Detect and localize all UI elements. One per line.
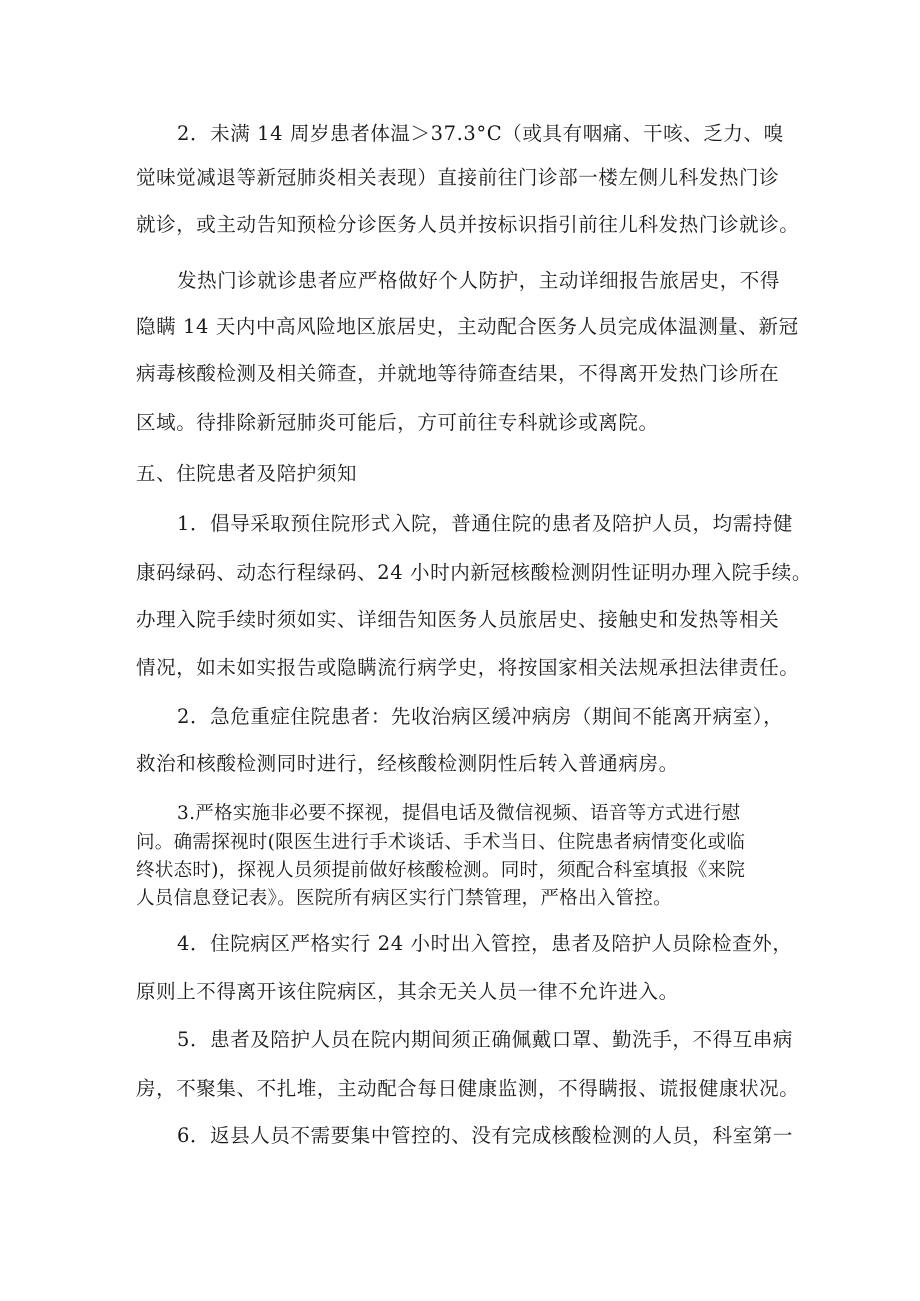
paragraph-line: 隐瞒 14 天内中高风险地区旅居史，主动配合医务人员完成体温测量、新冠 xyxy=(136,315,799,338)
paragraph-line: 3.严格实施非必要不探视，提倡电话及微信视频、语音等方式进行慰 xyxy=(177,803,741,824)
section-heading: 五、住院患者及陪护须知 xyxy=(136,462,358,485)
paragraph-line: 原则上不得离开该住院病区，其余无关人员一律不允许进入。 xyxy=(136,980,679,1003)
paragraph-line: 情况，如未如实报告或隐瞒流行病学史，将按国家相关法规承担法律责任。 xyxy=(136,656,800,679)
paragraph-line: 4．住院病区严格实行 24 小时出入管控，患者及陪护人员除检查外， xyxy=(177,932,793,955)
paragraph-line: 终状态时)，探视人员须提前做好核酸检测。同时，须配合科室填报《来院 xyxy=(136,860,746,881)
paragraph-line: 康码绿码、动态行程绿码、24 小时内新冠核酸检测阴性证明办理入院手续。 xyxy=(136,561,813,584)
paragraph-line: 病毒核酸检测及相关筛查，并就地等待筛查结果，不得离开发热门诊所在 xyxy=(136,362,780,385)
paragraph-line: 5．患者及陪护人员在院内期间须正确佩戴口罩、勤洗手，不得互串病 xyxy=(177,1028,794,1051)
paragraph-line: 觉味觉减退等新冠肺炎相关表现）直接前往门诊部一楼左侧儿科发热门诊 xyxy=(136,166,780,189)
paragraph-line: 就诊，或主动告知预检分诊医务人员并按标识指引前往儿科发热门诊就诊。 xyxy=(136,213,800,236)
paragraph-line: 6．返县人员不需要集中管控的、没有完成核酸检测的人员，科室第一 xyxy=(177,1124,794,1147)
paragraph-line: 人员信息登记表》。医院所有病区实行门禁管理，严格出入管控。 xyxy=(136,888,672,909)
paragraph-line: 区域。待排除新冠肺炎可能后，方可前往专科就诊或离院。 xyxy=(136,411,659,434)
paragraph-line: 房，不聚集、不扎堆，主动配合每日健康监测，不得瞒报、谎报健康状况。 xyxy=(136,1077,800,1100)
paragraph-line: 发热门诊就诊患者应严格做好个人防护，主动详细报告旅居史，不得 xyxy=(177,269,781,292)
paragraph-line: 2．急危重症住院患者：先收治病区缓冲病房（期间不能离开病室）， xyxy=(177,705,784,728)
paragraph-line: 问。确需探视时(限医生进行手术谈话、手术当日、住院患者病情变化或临 xyxy=(136,832,746,853)
paragraph-line: 办理入院手续时须如实、详细告知医务人员旅居史、接触史和发热等相关 xyxy=(136,608,780,631)
paragraph-line: 2．未满 14 周岁患者体温＞37.3°C（或具有咽痛、干咳、乏力、嗅 xyxy=(177,122,784,145)
paragraph-line: 1．倡导采取预住院形式入院，普通住院的患者及陪护人员，均需持健 xyxy=(177,512,794,535)
paragraph-line: 救治和核酸检测同时进行，经核酸检测阴性后转入普通病房。 xyxy=(136,752,679,775)
